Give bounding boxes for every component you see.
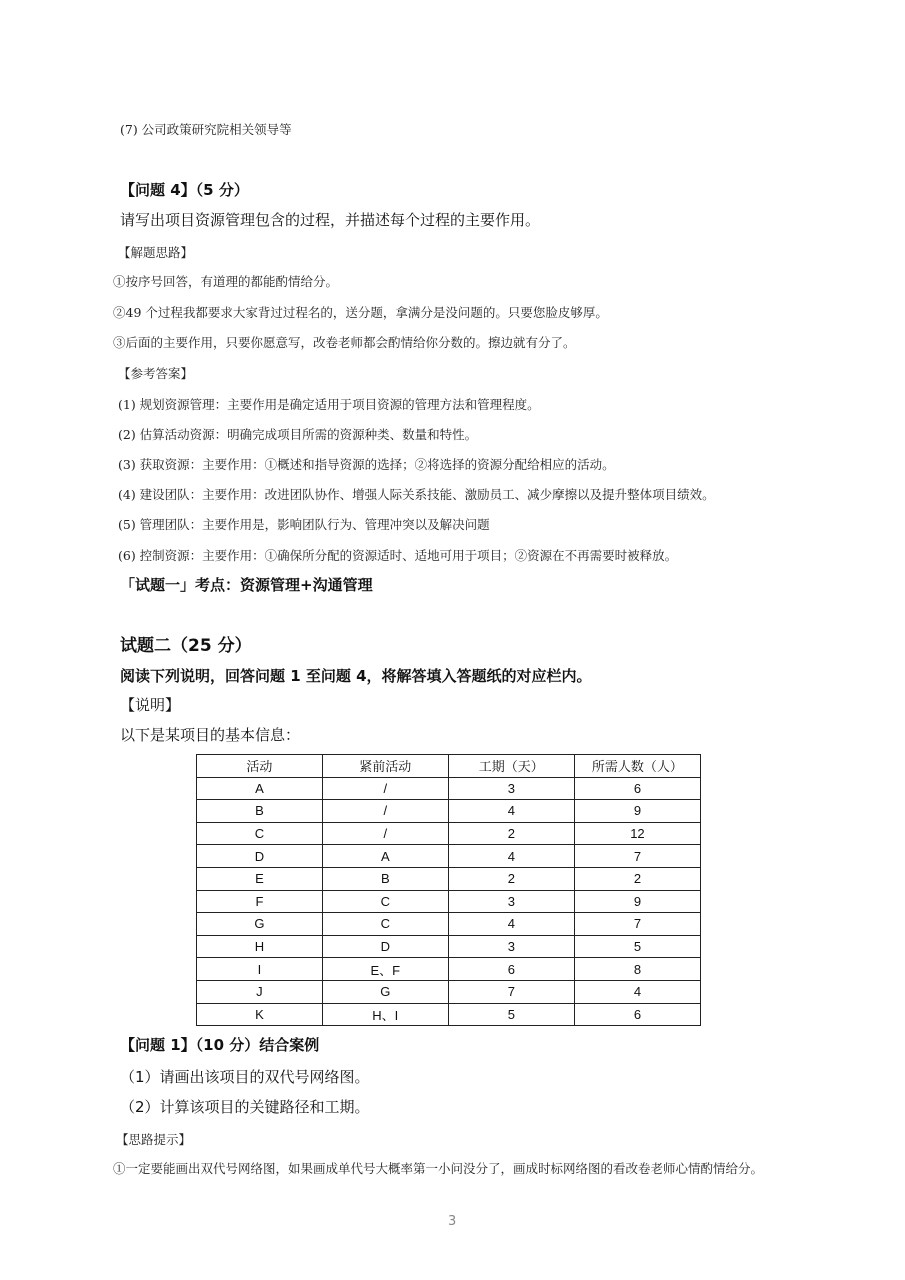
- cell-activity: E: [197, 867, 323, 890]
- cell-duration: 3: [448, 777, 574, 800]
- cell-activity: K: [197, 1003, 323, 1026]
- cell-predecessor: /: [322, 800, 448, 823]
- cell-predecessor: B: [322, 867, 448, 890]
- table-row: [197, 822, 701, 845]
- table-intro: 以下是某项目的基本信息：: [120, 726, 301, 744]
- cell-predecessor: A: [322, 845, 448, 868]
- cell-people: 2: [574, 867, 700, 890]
- cell-duration: 7: [448, 980, 574, 1003]
- q4-heading: 【问题 4】（5 分）: [120, 181, 249, 199]
- cell-activity: I: [197, 958, 323, 981]
- cell-people: 7: [574, 845, 700, 868]
- q1-item-2: （2）计算该项目的关键路径和工期。: [120, 1098, 370, 1116]
- cell-predecessor: H、I: [322, 1003, 448, 1026]
- q4-tip-2: ②49 个过程我都要求大家背过过程名的，送分题，拿满分是没问题的。只要您脸皮够厚。: [113, 305, 608, 320]
- q4-prompt: 请写出项目资源管理包含的过程，并描述每个过程的主要作用。: [120, 211, 541, 229]
- q1-heading: 【问题 1】（10 分）结合案例: [120, 1036, 320, 1054]
- q4-answer-1: (1) 规划资源管理：主要作用是确定适用于项目资源的管理方法和管理程度。: [118, 397, 540, 412]
- q1-hint-heading: 【思路提示】: [116, 1132, 192, 1147]
- section-title: 试题二（25 分）: [120, 636, 252, 656]
- header-predecessor: 紧前活动: [322, 755, 448, 778]
- cell-activity: J: [197, 980, 323, 1003]
- cell-people: 7: [574, 913, 700, 936]
- q4-answer-4: (4) 建设团队：主要作用：改进团队协作、增强人际关系技能、激励员工、减少摩擦以及提升整体项目绩效。: [118, 487, 715, 502]
- cell-people: 4: [574, 980, 700, 1003]
- header-activity: 活动: [197, 755, 323, 778]
- cell-duration: 4: [448, 913, 574, 936]
- cell-people: 12: [574, 822, 700, 845]
- q4-tip-1: ①按序号回答，有道理的都能酌情给分。: [113, 274, 339, 289]
- cell-duration: 5: [448, 1003, 574, 1026]
- exam-points: 「试题一」考点：资源管理+沟通管理: [120, 576, 373, 594]
- cell-duration: 4: [448, 800, 574, 823]
- cell-people: 8: [574, 958, 700, 981]
- cell-predecessor: C: [322, 913, 448, 936]
- cell-activity: G: [197, 913, 323, 936]
- table-row: [197, 777, 701, 800]
- cell-duration: 4: [448, 845, 574, 868]
- cell-predecessor: D: [322, 935, 448, 958]
- cell-predecessor: /: [322, 777, 448, 800]
- q4-answer-3: (3) 获取资源：主要作用：①概述和指导资源的选择；②将选择的资源分配给相应的活动。: [118, 457, 615, 472]
- cell-predecessor: G: [322, 980, 448, 1003]
- cell-people: 5: [574, 935, 700, 958]
- header-duration: 工期（天）: [448, 755, 574, 778]
- table-row: [197, 1003, 701, 1026]
- table-row: [197, 980, 701, 1003]
- cell-predecessor: E、F: [322, 958, 448, 981]
- cell-activity: D: [197, 845, 323, 868]
- cell-predecessor: C: [322, 890, 448, 913]
- table-row: [197, 890, 701, 913]
- q4-answer-5: (5) 管理团队：主要作用是，影响团队行为、管理冲突以及解决问题: [118, 517, 490, 532]
- table-row: [197, 867, 701, 890]
- cell-people: 6: [574, 1003, 700, 1026]
- header-people: 所需人数（人）: [574, 755, 700, 778]
- cell-duration: 3: [448, 890, 574, 913]
- cell-duration: 6: [448, 958, 574, 981]
- cell-people: 6: [574, 777, 700, 800]
- section-instruction: 阅读下列说明，回答问题 1 至问题 4，将解答填入答题纸的对应栏内。: [120, 667, 592, 685]
- q4-answer-2: (2) 估算活动资源：明确完成项目所需的资源种类、数量和特性。: [118, 427, 478, 442]
- q4-answer-6: (6) 控制资源：主要作用：①确保所分配的资源适时、适地可用于项目；②资源在不再需要时被释放。: [118, 548, 678, 563]
- cell-duration: 2: [448, 822, 574, 845]
- q1-item-1: （1）请画出该项目的双代号网络图。: [120, 1068, 370, 1086]
- cell-activity: B: [197, 800, 323, 823]
- table-row: [197, 913, 701, 936]
- table-row: [197, 958, 701, 981]
- cell-duration: 3: [448, 935, 574, 958]
- activity-table: [196, 754, 701, 1026]
- prev-list-item: (7) 公司政策研究院相关领导等: [120, 122, 292, 137]
- cell-people: 9: [574, 890, 700, 913]
- cell-duration: 2: [448, 867, 574, 890]
- table-row: [197, 935, 701, 958]
- cell-activity: F: [197, 890, 323, 913]
- cell-predecessor: /: [322, 822, 448, 845]
- q4-tip-3: ③后面的主要作用，只要你愿意写，改卷老师都会酌情给你分数的。擦边就有分了。: [113, 335, 576, 350]
- q4-tips-heading: 【解题思路】: [118, 245, 194, 260]
- cell-activity: A: [197, 777, 323, 800]
- table-row: [197, 800, 701, 823]
- q1-hint: ①一定要能画出双代号网络图，如果画成单代号大概率第一小问没分了，画成时标网络图的看改卷老师心情酌情给分。: [113, 1161, 764, 1176]
- cell-activity: H: [197, 935, 323, 958]
- cell-activity: C: [197, 822, 323, 845]
- cell-people: 9: [574, 800, 700, 823]
- desc-heading: 【说明】: [120, 696, 181, 714]
- q4-answer-heading: 【参考答案】: [118, 366, 194, 381]
- table-row: [197, 845, 701, 868]
- table-header-row: [197, 755, 701, 778]
- page-number: 3: [448, 1214, 457, 1229]
